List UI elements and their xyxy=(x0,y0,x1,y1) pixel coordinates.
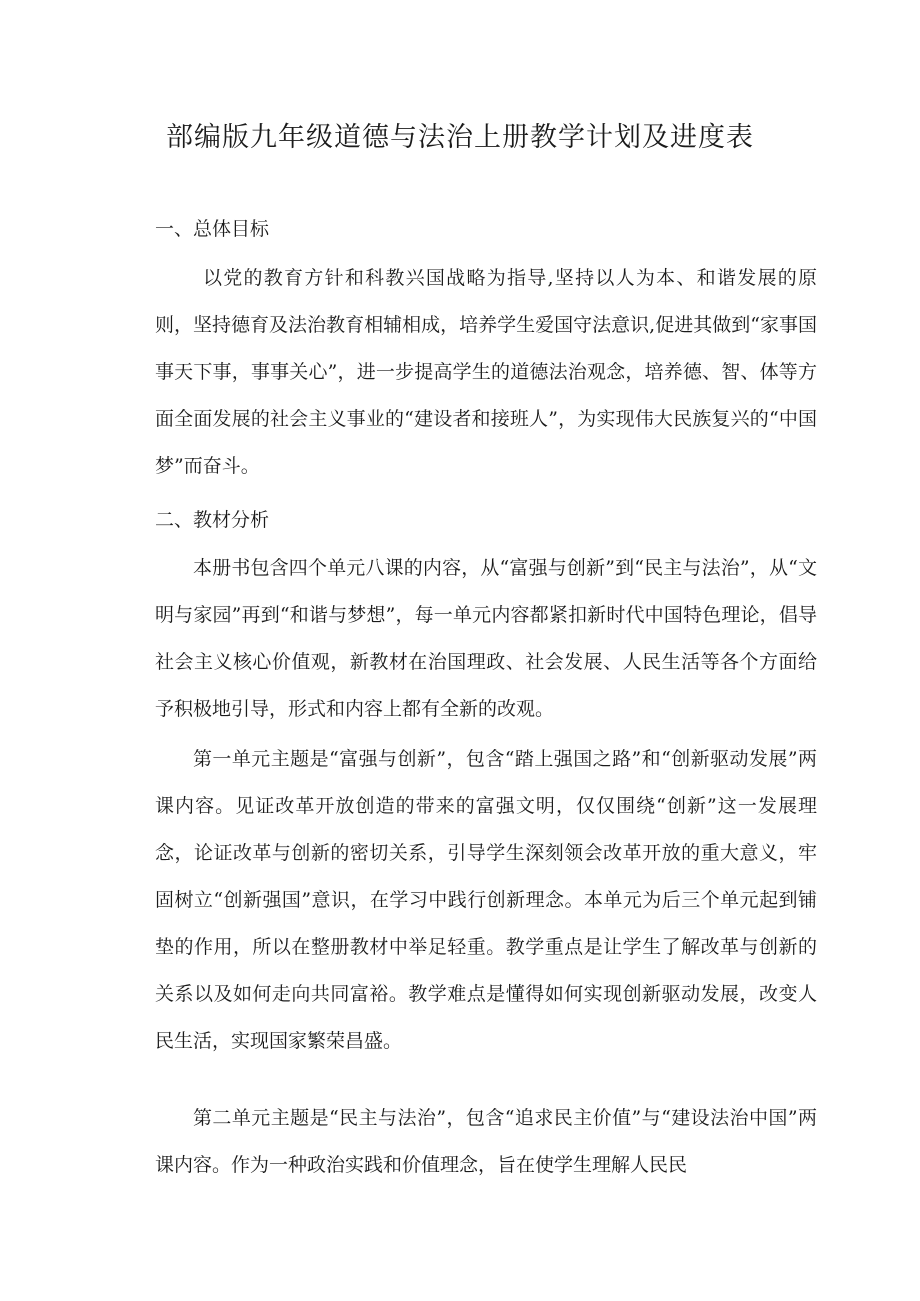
paragraph-unit-one: 第一单元主题是“富强与创新”，包含“踏上强国之路”和“创新驱动发展”两课内容。见证改革开放创造的带来的富强文明，仅仅围绕“创新”这一发展理念，论证改革与创新的密切关系，引导学生深刻领会改革开放的重大意义，牢固树立“创新强国”意识，在学习中践行创新理念。本单元为后三个单元起到铺垫的作用，所以在整册教材中举足轻重。教学重点是让学生了解改革与创新的关系以及如何走向共同富裕。教学难点是懂得如何实现创新驱动发展，改变人民生活，实现国家繁荣昌盛。 xyxy=(155,748,817,1052)
page-title: 部编版九年级道德与法治上册教学计划及进度表 xyxy=(166,122,754,153)
paragraph-textbook-overview: 本册书包含四个单元八课的内容，从“富强与创新”到“民主与法治”，从“文明与家园”再到“和谐与梦想”，每一单元内容都紧扣新时代中国特色理论，倡导社会主义核心价值观，新教材在治国理政、社会发展、人民生活等各个方面给予积极地引导，形式和内容上都有全新的改观。 xyxy=(155,557,817,720)
paragraph-unit-two: 第二单元主题是“民主与法治”，包含“追求民主价值”与“建设法治中国”两课内容。作为一种政治实践和价值理念，旨在使学生理解人民民 xyxy=(155,1107,817,1176)
section-heading-overall-goal: 一、总体目标 xyxy=(155,218,270,240)
paragraph-overall-goal: 以党的教育方针和科教兴国战略为指导,坚持以人为本、和谐发展的原则，坚持德育及法治教育相辅相成，培养学生爱国守法意识,促进其做到“家事国事天下事，事事关心”，进一步提高学生的道德法治观念，培养德、智、体等方面全面发展的社会主义事业的“建设者和接班人”，为实现伟大民族复兴的“中国梦”而奋斗。 xyxy=(155,267,817,477)
section-heading-textbook-analysis: 二、教材分析 xyxy=(155,509,270,531)
